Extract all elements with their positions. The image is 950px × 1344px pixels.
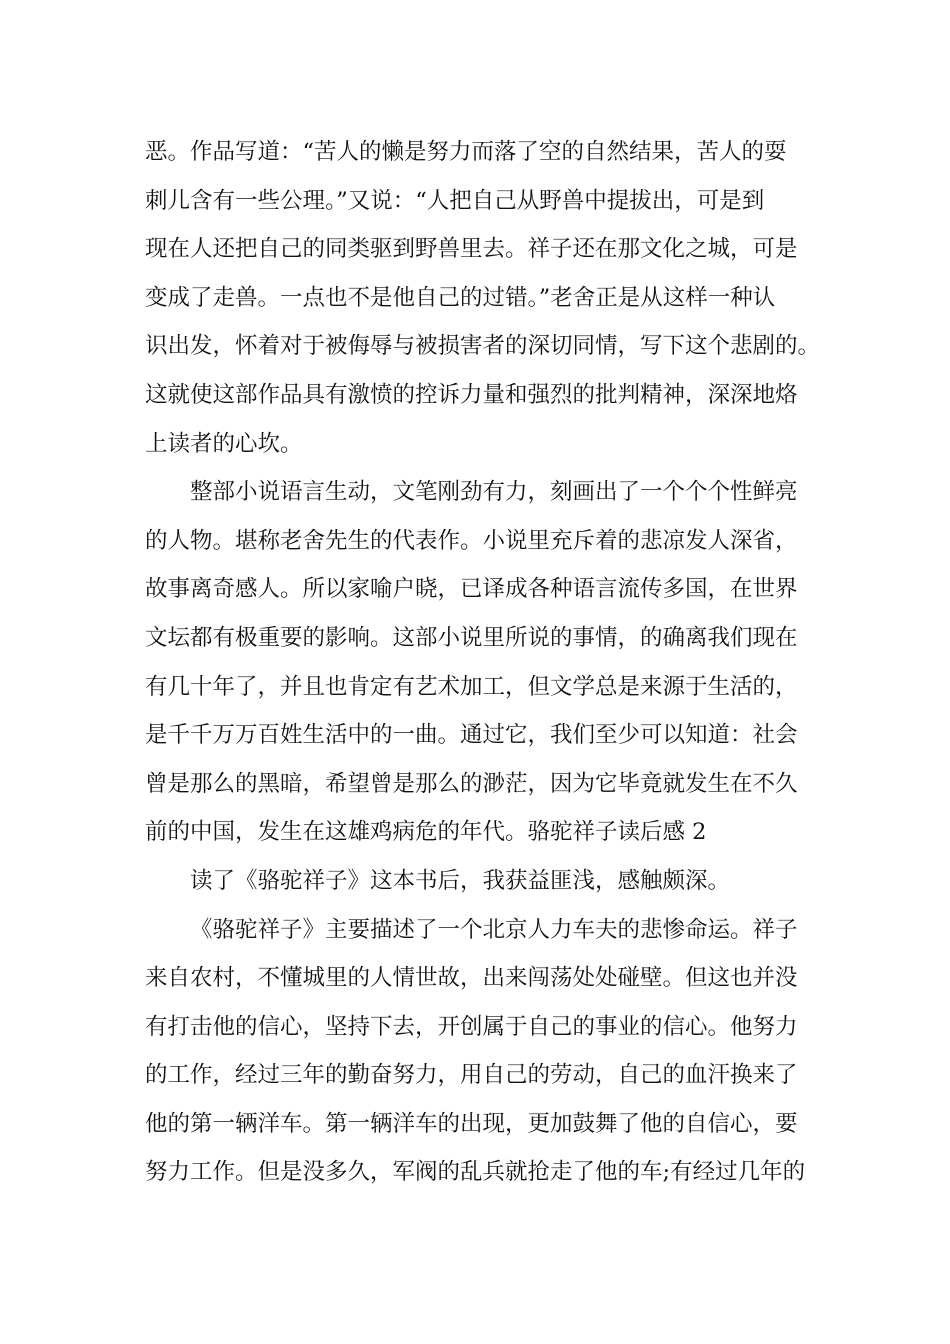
paragraph-start-line: 读了《骆驼祥子》这本书后，我获益匪浅，感触颇深。 — [190, 867, 731, 894]
text-line: 现在人还把自己的同类驱到野兽里去。祥子还在那文化之城，可是 — [145, 236, 798, 263]
paragraph-start-line: 整部小说语言生动，文笔刚劲有力，刻画出了一个个个性鲜亮 — [190, 479, 798, 506]
text-line: 识出发，怀着对于被侮辱与被损害者的深切同情，写下这个悲剧的。 — [145, 333, 821, 360]
text-line: 变成了走兽。一点也不是他自己的过错。”老舍正是从这样一种认 — [145, 284, 776, 311]
text-line: 刺儿含有一些公理。”又说：“人把自己从野兽中提拔出，可是到 — [145, 187, 765, 214]
text-line: 有打击他的信心，坚持下去，开创属于自己的事业的信心。他努力 — [145, 1013, 798, 1040]
text-line: 来自农村，不懂城里的人情世故，出来闯荡处处碰壁。但这也并没 — [145, 965, 798, 992]
text-line: 的人物。堪称老舍先生的代表作。小说里充斥着的悲凉发人深省， — [145, 527, 798, 554]
text-line: 曾是那么的黑暗，希望曾是那么的渺茫，因为它毕竟就发生在不久 — [145, 770, 798, 797]
text-line: 是千千万万百姓生活中的一曲。通过它，我们至少可以知道：社会 — [145, 722, 798, 749]
text-line: 这就使这部作品具有激愤的控诉力量和强烈的批判精神，深深地烙 — [145, 381, 798, 408]
text-line: 努力工作。但是没多久，军阀的乱兵就抢走了他的车;有经过几年的 — [145, 1159, 806, 1186]
text-line: 恶。作品写道：“苦人的懒是努力而落了空的自然结果，苦人的耍 — [145, 139, 787, 165]
text-line: 文坛都有极重要的影响。这部小说里所说的事情，的确离我们现在 — [145, 624, 798, 651]
text-line: 上读者的心坎。 — [145, 430, 303, 457]
text-line: 前的中国，发生在这雄鸡病危的年代。骆驼祥子读后感 2 — [145, 819, 707, 846]
text-line: 有几十年了，并且也肯定有艺术加工，但文学总是来源于生活的， — [145, 673, 798, 700]
text-line: 故事离奇感人。所以家喻户晓，已译成各种语言流传多国，在世界 — [145, 576, 798, 603]
paragraph-start-line: 《骆驼祥子》主要描述了一个北京人力车夫的悲惨命运。祥子 — [190, 916, 798, 943]
body-text — [145, 128, 825, 1197]
text-line: 他的第一辆洋车。第一辆洋车的出现，更加鼓舞了他的自信心，要 — [145, 1110, 798, 1137]
text-line: 的工作，经过三年的勤奋努力，用自己的劳动，自己的血汗换来了 — [145, 1062, 798, 1089]
